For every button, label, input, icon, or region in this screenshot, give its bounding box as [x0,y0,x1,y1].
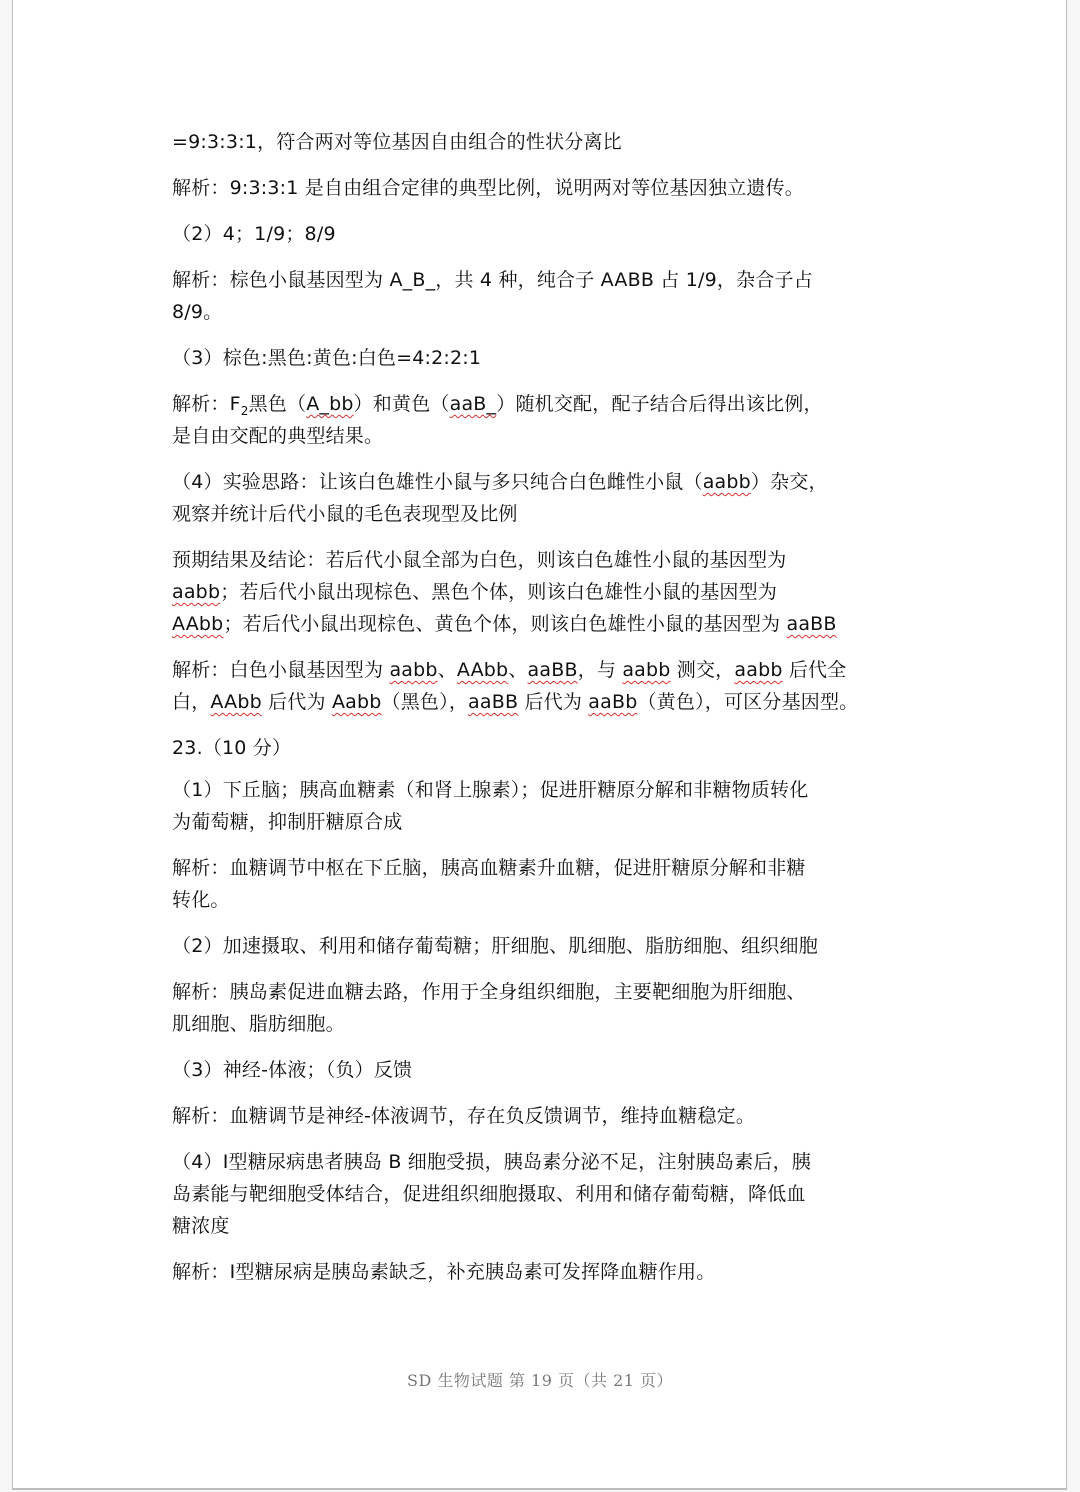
answer-3: （3）神经-体液；（负）反馈 [172,1059,413,1081]
text-line: 转化。 [172,889,230,911]
question-heading: 23.（10 分） [172,737,292,759]
spellcheck-word: aaBB [527,659,578,681]
spellcheck-word: A_bb [306,393,354,415]
spellcheck-word: aaB_ [449,393,497,415]
document-page [12,0,1067,1490]
answer-2: （2）加速摄取、利用和储存葡萄糖；肝细胞、肌细胞、脂肪细胞、组织细胞 [172,935,818,957]
analysis-line: 解析：Ⅰ型糖尿病是胰岛素缺乏，补充胰岛素可发挥降血糖作用。 [172,1261,716,1283]
spellcheck-word: aabb [389,659,438,681]
spellcheck-word: aaBB [786,613,837,635]
text-line: AAbb；若后代小鼠出现棕色、黄色个体，则该白色雄性小鼠的基因型为 aaBB [172,613,837,635]
spellcheck-word: aabb [622,659,671,681]
text-line: 是自由交配的典型结果。 [172,425,384,447]
text-line: 预期结果及结论：若后代小鼠全部为白色，则该白色雄性小鼠的基因型为 [172,549,787,571]
analysis-line: 解析：$F_2$黑色（A_bb）和黄色（aaB_）随机交配，配子结合后得出该比例， [172,393,823,418]
text-line: 观察并统计后代小鼠的毛色表现型及比例 [172,503,518,525]
text-line: 岛素能与靶细胞受体结合，促进组织细胞摄取、利用和储存葡萄糖，降低血 [172,1183,806,1205]
text-line: 为葡萄糖，抑制肝糖原合成 [172,811,403,833]
spellcheck-word: aaBB [468,691,519,713]
answer-3: （3）棕色:黑色:黄色:白色=4:2:2:1 [172,347,482,369]
text-line: 8/9。 [172,301,223,323]
answer-4: （4）Ⅰ型糖尿病患者胰岛 B 细胞受损，胰岛素分泌不足，注射胰岛素后，胰 [172,1151,812,1173]
spellcheck-word: AAbb [210,691,262,713]
analysis-line: 解析：白色小鼠基因型为 aabb、AAbb、aaBB，与 aabb 测交，aabb 后代全 [172,659,847,681]
spellcheck-word: AAbb [456,659,509,681]
page-footer: SD 生物试题 第 19 页（共 21 页） [406,1371,674,1390]
text-line: aabb；若后代小鼠出现棕色、黑色个体，则该白色雄性小鼠的基因型为 [172,581,778,603]
analysis-line: 解析：棕色小鼠基因型为 A_B_，共 4 种，纯合子 AABB 占 1/9，杂合子占 [172,269,813,291]
analysis-line: 解析：血糖调节是神经-体液调节，存在负反馈调节，维持血糖稳定。 [172,1105,756,1127]
analysis-line: 解析：胰岛素促进血糖去路，作用于全身组织细胞，主要靶细胞为肝细胞、 [172,981,806,1003]
spellcheck-word: Aabb [331,691,382,713]
analysis-line: 解析：9:3:3:1 是自由组合定律的典型比例，说明两对等位基因独立遗传。 [172,177,804,199]
analysis-line: 解析：血糖调节中枢在下丘脑，胰高血糖素升血糖，促进肝糖原分解和非糖 [172,857,806,879]
spellcheck-word: AAbb [172,613,224,635]
text-line: 肌细胞、脂肪细胞。 [172,1013,345,1035]
text-line: 白，AAbb 后代为 Aabb（黑色），aaBB 后代为 aaBb（黄色），可区分基因型。 [172,691,859,713]
text-line: 糖浓度 [172,1215,230,1237]
spellcheck-word: aabb [172,581,221,603]
spellcheck-word: aabb [702,471,751,493]
answer-1: （1）下丘脑；胰高血糖素（和肾上腺素）；促进肝糖原分解和非糖物质转化 [172,779,809,801]
spellcheck-word: aaBb [588,691,638,713]
text-line: =9:3:3:1，符合两对等位基因自由组合的性状分离比 [172,131,622,153]
answer-2: （2）4；1/9；8/9 [172,223,336,245]
spellcheck-word: aabb [734,659,783,681]
answer-4: （4）实验思路：让该白色雄性小鼠与多只纯合白色雌性小鼠（aabb）杂交， [172,471,828,493]
